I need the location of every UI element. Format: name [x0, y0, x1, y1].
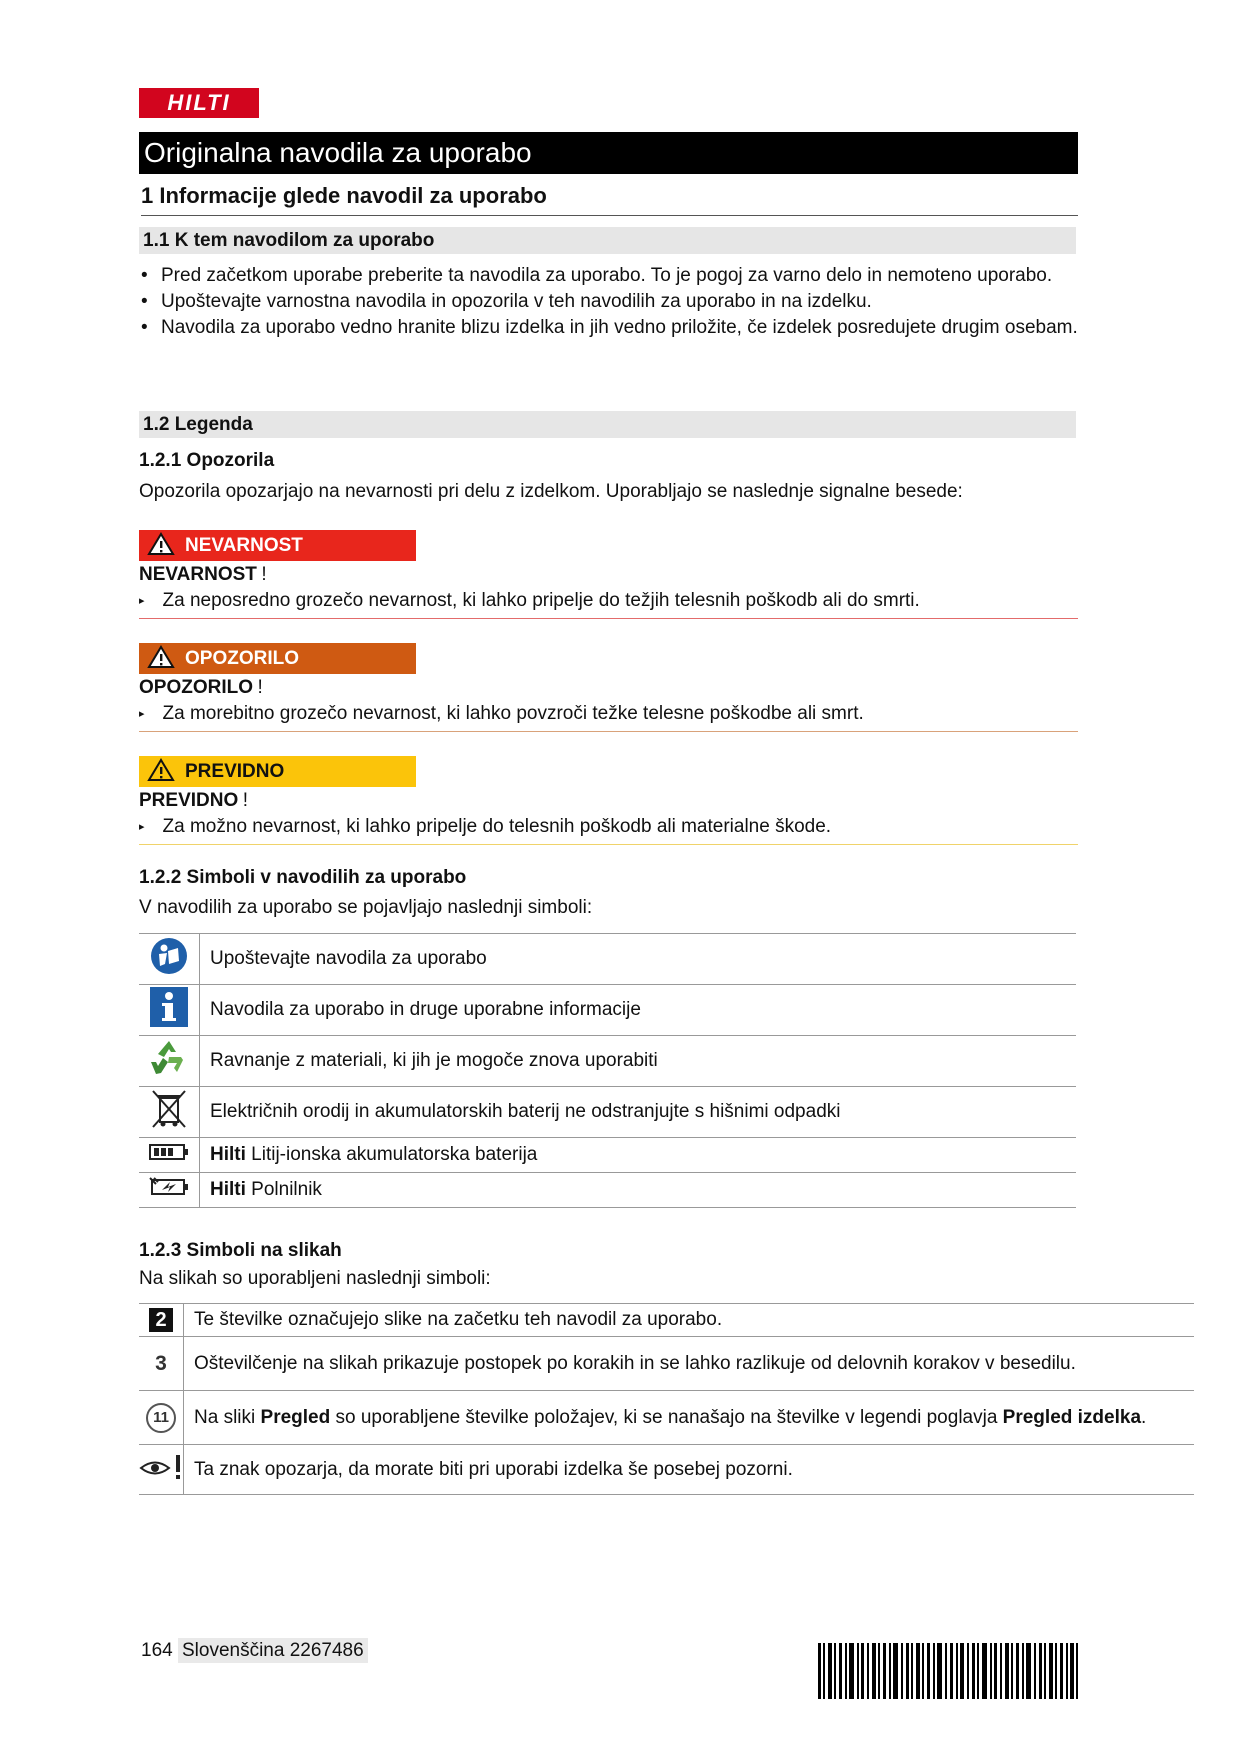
warning-triangle-icon [147, 532, 175, 556]
symbol-description: Oštevilčenje na slikah prikazuje postopek po korakih in se lahko razlikuje od delovnih korakov v besedilu. [184, 1337, 1195, 1391]
section-1-2-1-heading: 1.2.1 Opozorila [139, 450, 275, 471]
table-row [139, 1445, 1194, 1495]
list-item: • Upoštevajte varnostna navodila in opozorila v teh navodilih za uporabo in na izdelku. [139, 291, 1151, 313]
section-1-2-3-heading: 1.2.3 Simboli na slikah [139, 1240, 342, 1261]
symbol-description: Električnih orodij in akumulatorskih baterij ne odstranjujte s hišnimi odpadki [200, 1087, 1077, 1138]
figure-symbols-table [139, 1303, 1194, 1495]
table-row [139, 1337, 1194, 1391]
figure-symbols-intro: Na slikah so uporabljeni naslednji simboli: [139, 1268, 491, 1289]
table-row [139, 1138, 1076, 1173]
signal-word: NEVARNOST [139, 564, 257, 585]
warnings-intro: Opozorila opozarjajo na nevarnosti pri delu z izdelkom. Uporabljajo se naslednje signalne besede: [139, 481, 963, 502]
symbol-description: Polnilnik [245, 1179, 322, 1200]
step-number-icon: 3 [155, 1351, 167, 1375]
crossed-bin-icon [149, 1114, 189, 1135]
list-item: • Pred začetkom uporabe preberite ta navodila za uporabo. To je pogoj za varno delo in nemoteno uporabo. [139, 265, 1151, 287]
recycle-icon [149, 1062, 189, 1083]
brand-name: Hilti [210, 1144, 246, 1165]
signal-block-caution: PREVIDNO PREVIDNO ! ▸ Za možno nevarnost, ki lahko pripelje do telesnih poškodb ali materialne škode. [139, 756, 1078, 845]
hilti-logo: HILTI [139, 88, 259, 118]
warning-triangle-icon [147, 645, 175, 669]
battery-icon [149, 1145, 189, 1166]
document-title: Originalna navodila za uporabo [139, 132, 1078, 174]
symbol-description: Navodila za uporabo in druge uporabne informacije [200, 985, 1077, 1036]
symbol-description: Ta znak opozarja, da morate biti pri uporabi izdelka še posebej pozorni. [184, 1445, 1195, 1495]
arrow-icon: ▸ [139, 821, 145, 833]
signal-label-danger: NEVARNOST [139, 530, 416, 561]
page-number: 164 [141, 1640, 173, 1661]
section-1-2-heading: 1.2 Legenda [139, 411, 1076, 438]
symbol-description: Ravnanje z materiali, ki jih je mogoče znova uporabiti [200, 1036, 1077, 1087]
eye-attention-icon [139, 1465, 183, 1486]
signal-label-warning: OPOZORILO [139, 643, 416, 674]
barcode [818, 1643, 1078, 1699]
arrow-icon: ▸ [139, 595, 145, 607]
document-code: 2267486 [289, 1640, 364, 1661]
footer [141, 1640, 368, 1662]
number-box-icon: 2 [149, 1308, 173, 1332]
signal-block-warning: OPOZORILO OPOZORILO ! ▸ Za morebitno grozečo nevarnost, ki lahko povzroči težke telesne poškodbe ali smrt. [139, 643, 1078, 732]
symbols-table [139, 933, 1076, 1208]
signal-word: OPOZORILO [139, 677, 253, 698]
footer-language: Slovenščina [181, 1640, 285, 1661]
table-row [139, 1087, 1076, 1138]
circled-number-icon: 11 [146, 1403, 176, 1433]
symbol-description: Litij-ionska akumulatorska baterija [245, 1144, 538, 1165]
table-row [139, 934, 1076, 985]
list-item: • Navodila za uporabo vedno hranite blizu izdelka in jih vedno priložite, če izdelek posredujete drugim osebam. [139, 317, 1151, 339]
read-manual-icon [150, 959, 188, 980]
section-1-1-heading: 1.1 K tem navodilom za uporabo [139, 227, 1076, 254]
info-icon [150, 1011, 188, 1032]
table-row: 11 Na sliki Pregled so uporabljene številke položajev, ki se nanašajo na številke v legendi poglavja Pregled izdelka. [139, 1391, 1194, 1445]
signal-word: PREVIDNO [139, 790, 239, 811]
table-row [139, 1036, 1076, 1087]
symbols-intro: V navodilih za uporabo se pojavljajo naslednji simboli: [139, 897, 593, 918]
section-1-heading: 1 Informacije glede navodil za uporabo [141, 183, 1078, 216]
symbol-description: Upoštevajte navodila za uporabo [200, 934, 1077, 985]
table-row [139, 985, 1076, 1036]
signal-label-caution: PREVIDNO [139, 756, 416, 787]
charger-icon [148, 1182, 190, 1203]
section-1-2-2-heading: 1.2.2 Simboli v navodilih za uporabo [139, 867, 467, 888]
table-row [139, 1304, 1194, 1337]
bullet-list [139, 265, 1151, 343]
signal-block-danger: NEVARNOST NEVARNOST ! ▸ Za neposredno grozečo nevarnost, ki lahko pripelje do težjih telesnih poškodb ali do smrti. [139, 530, 1078, 619]
arrow-icon: ▸ [139, 708, 145, 720]
table-row [139, 1173, 1076, 1208]
symbol-description: Te številke označujejo slike na začetku teh navodil za uporabo. [184, 1304, 1195, 1337]
warning-triangle-icon [147, 758, 175, 782]
brand-name: Hilti [210, 1179, 246, 1200]
